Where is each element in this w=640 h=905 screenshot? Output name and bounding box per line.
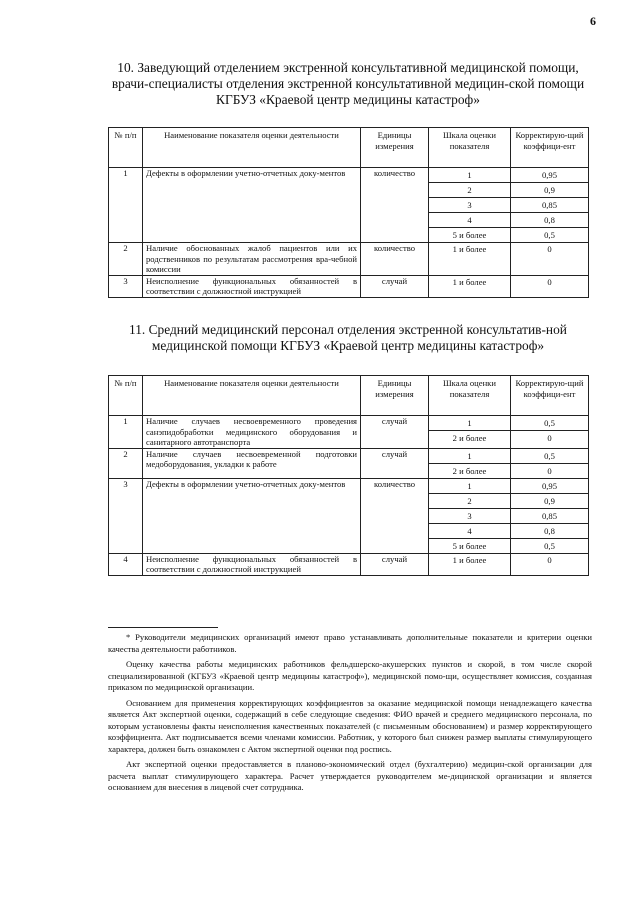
unit-of-measure: количество xyxy=(361,243,429,276)
footnote-paragraph: Оценку качества работы медицинских работников фельдшерско-акушерских пунктов и скорой, в том числе скорой специализированной (КГБУЗ «Краевой центр медицины катастроф»), медицинской помо-щи, осуществляет комиссия, созданная приказом по медицинской организации. xyxy=(108,659,592,692)
table-row xyxy=(109,168,589,243)
scale-value: 1 xyxy=(429,168,510,183)
unit-of-measure: случай xyxy=(361,275,429,297)
coefficient-value: 0,95 xyxy=(511,168,588,183)
scale-cell xyxy=(429,448,511,478)
scale-value: 1 и более xyxy=(452,276,487,287)
row-number: 1 xyxy=(109,416,143,449)
scale-value: 2 и более xyxy=(452,465,487,476)
scale-value: 5 и более xyxy=(452,230,487,240)
row-number: 3 xyxy=(109,275,143,297)
indicator-name: Дефекты в оформлении учетно-отчетных доку-ментов xyxy=(143,168,361,243)
table-row xyxy=(109,416,589,449)
footnote-divider xyxy=(108,627,218,628)
coefficient-value: 0,5 xyxy=(511,416,588,431)
scale-cell xyxy=(429,168,511,243)
coefficient-value: 0,8 xyxy=(511,524,588,539)
scale-value: 2 xyxy=(429,494,510,509)
coefficient-cell xyxy=(511,553,589,575)
scale-value: 5 и более xyxy=(452,540,487,551)
coefficient-cell xyxy=(511,448,589,478)
scale-cell xyxy=(429,553,511,575)
footnote-paragraph: Акт экспертной оценки предоставляется в планово-экономический отдел (бухгалтерию) медицин-ской организации для расчета выплат стимулирующего характера. Расчет утверждается руководителем ме-дицинской организации и является основанием для внесения в лицевой счет сотрудника. xyxy=(108,759,592,792)
coefficient-value: 0,9 xyxy=(511,494,588,509)
scale-value: 4 xyxy=(429,213,510,228)
table-row xyxy=(109,478,589,553)
coefficient-cell xyxy=(511,478,589,553)
coefficient-value: 0 xyxy=(547,433,552,443)
coefficient-cell xyxy=(511,275,589,297)
indicator-name: Неисполнение функциональных обязанностей в соответствии с должностной инструкцией xyxy=(143,553,361,575)
footnote-paragraph: * Руководители медицинских организаций имеют право устанавливать дополнительные показатели и критерии оценки качества деятельности работников. xyxy=(108,632,592,654)
indicator-name: Наличие обоснованных жалоб пациентов или их родственников по результатам рассмотрения вра-чебной комиссии xyxy=(143,243,361,276)
page-number: 6 xyxy=(590,14,596,28)
unit-of-measure: случай xyxy=(361,448,429,478)
scale-value: 1 xyxy=(429,449,510,464)
row-number: 2 xyxy=(109,243,143,276)
coefficient-value: 0,85 xyxy=(511,509,588,524)
scale-value: 3 xyxy=(429,198,510,213)
scale-value: 3 xyxy=(429,509,510,524)
table-row xyxy=(109,243,589,276)
column-header-coefficient: Корректирую-щий коэффици-ент xyxy=(511,376,589,416)
unit-of-measure: количество xyxy=(361,168,429,243)
row-number: 1 xyxy=(109,168,143,243)
table-section-10 xyxy=(108,127,589,298)
indicator-name: Дефекты в оформлении учетно-отчетных доку-ментов xyxy=(143,478,361,553)
coefficient-value: 0 xyxy=(547,465,552,476)
column-header-coefficient: Корректирую-щий коэффици-ент xyxy=(511,128,589,168)
indicator-name: Наличие случаев несвоевременной подготовки медоборудования, укладки к работе xyxy=(143,448,361,478)
unit-of-measure: случай xyxy=(361,416,429,449)
column-header-unit: Единицы измерения xyxy=(361,376,429,416)
unit-of-measure: случай xyxy=(361,553,429,575)
column-header-scale: Шкала оценки показателя xyxy=(429,376,511,416)
coefficient-value: 0 xyxy=(547,554,552,565)
coefficient-value: 0,95 xyxy=(511,479,588,494)
coefficient-cell xyxy=(511,243,589,276)
row-number: 3 xyxy=(109,478,143,553)
table-row xyxy=(109,448,589,478)
coefficient-value: 0,8 xyxy=(511,213,588,228)
scale-cell xyxy=(429,416,511,449)
coefficient-value: 0 xyxy=(547,276,552,287)
coefficient-value: 0,85 xyxy=(511,198,588,213)
coefficient-value: 0,5 xyxy=(544,230,555,240)
coefficient-cell xyxy=(511,416,589,449)
column-header-indicator: Наименование показателя оценки деятельности xyxy=(143,376,361,416)
section-11-heading: 11. Средний медицинский персонал отделения экстренной консультатив-ной медицинской помощи КГБУЗ «Краевой центр медицины катастроф» xyxy=(129,322,567,353)
column-header-number: № п/п xyxy=(109,376,143,416)
scale-cell xyxy=(429,243,511,276)
coefficient-value: 0,5 xyxy=(544,540,555,551)
scale-value: 2 и более xyxy=(452,433,487,443)
coefficient-value: 0 xyxy=(547,244,552,254)
scale-value: 1 xyxy=(429,416,510,431)
table-row xyxy=(109,275,589,297)
table-section-11 xyxy=(108,375,589,576)
coefficient-value: 0,5 xyxy=(511,449,588,464)
coefficient-value: 0,9 xyxy=(511,183,588,198)
scale-value: 1 xyxy=(429,479,510,494)
scale-cell xyxy=(429,478,511,553)
row-number: 4 xyxy=(109,553,143,575)
column-header-indicator: Наименование показателя оценки деятельности xyxy=(143,128,361,168)
scale-value: 1 и более xyxy=(452,554,487,565)
unit-of-measure: количество xyxy=(361,478,429,553)
section-10-heading: 10. Заведующий отделением экстренной консультативной медицинской помощи, врачи-специалисты отделения экстренной консультативной медицин-ской помощи КГБУЗ «Краевой центр медицины катастроф» xyxy=(111,60,585,107)
footnotes xyxy=(108,632,592,798)
column-header-unit: Единицы измерения xyxy=(361,128,429,168)
scale-cell xyxy=(429,275,511,297)
column-header-scale: Шкала оценки показателя xyxy=(429,128,511,168)
scale-value: 4 xyxy=(429,524,510,539)
indicator-name: Неисполнение функциональных обязанностей в соответствии с должностной инструкцией xyxy=(143,275,361,297)
coefficient-cell xyxy=(511,168,589,243)
row-number: 2 xyxy=(109,448,143,478)
scale-value: 1 и более xyxy=(452,244,487,254)
indicator-name: Наличие случаев несвоевременного проведения санэпидобработки медицинского оборудования и санитарного автотранспорта xyxy=(143,416,361,449)
footnote-paragraph: Основанием для применения корректирующих коэффициентов за оказание медицинской помощи ненадлежащего качества является Акт экспертной оценки, содержащий в себе следующие сведения: ФИО врачей и среднего медицинского персонала, по которым установлены факты неисполнения качественных показателей (с письменным обоснованием) и размер корректирующего коэффициента. Акт подписывается всеми членами комиссии. Работник, у которого был снижен размер выплаты стимулирующего характера, должен быть ознакомлен с Актом экспертной оценки под роспись. xyxy=(108,697,592,754)
table-row xyxy=(109,553,589,575)
scale-value: 2 xyxy=(429,183,510,198)
column-header-number: № п/п xyxy=(109,128,143,168)
